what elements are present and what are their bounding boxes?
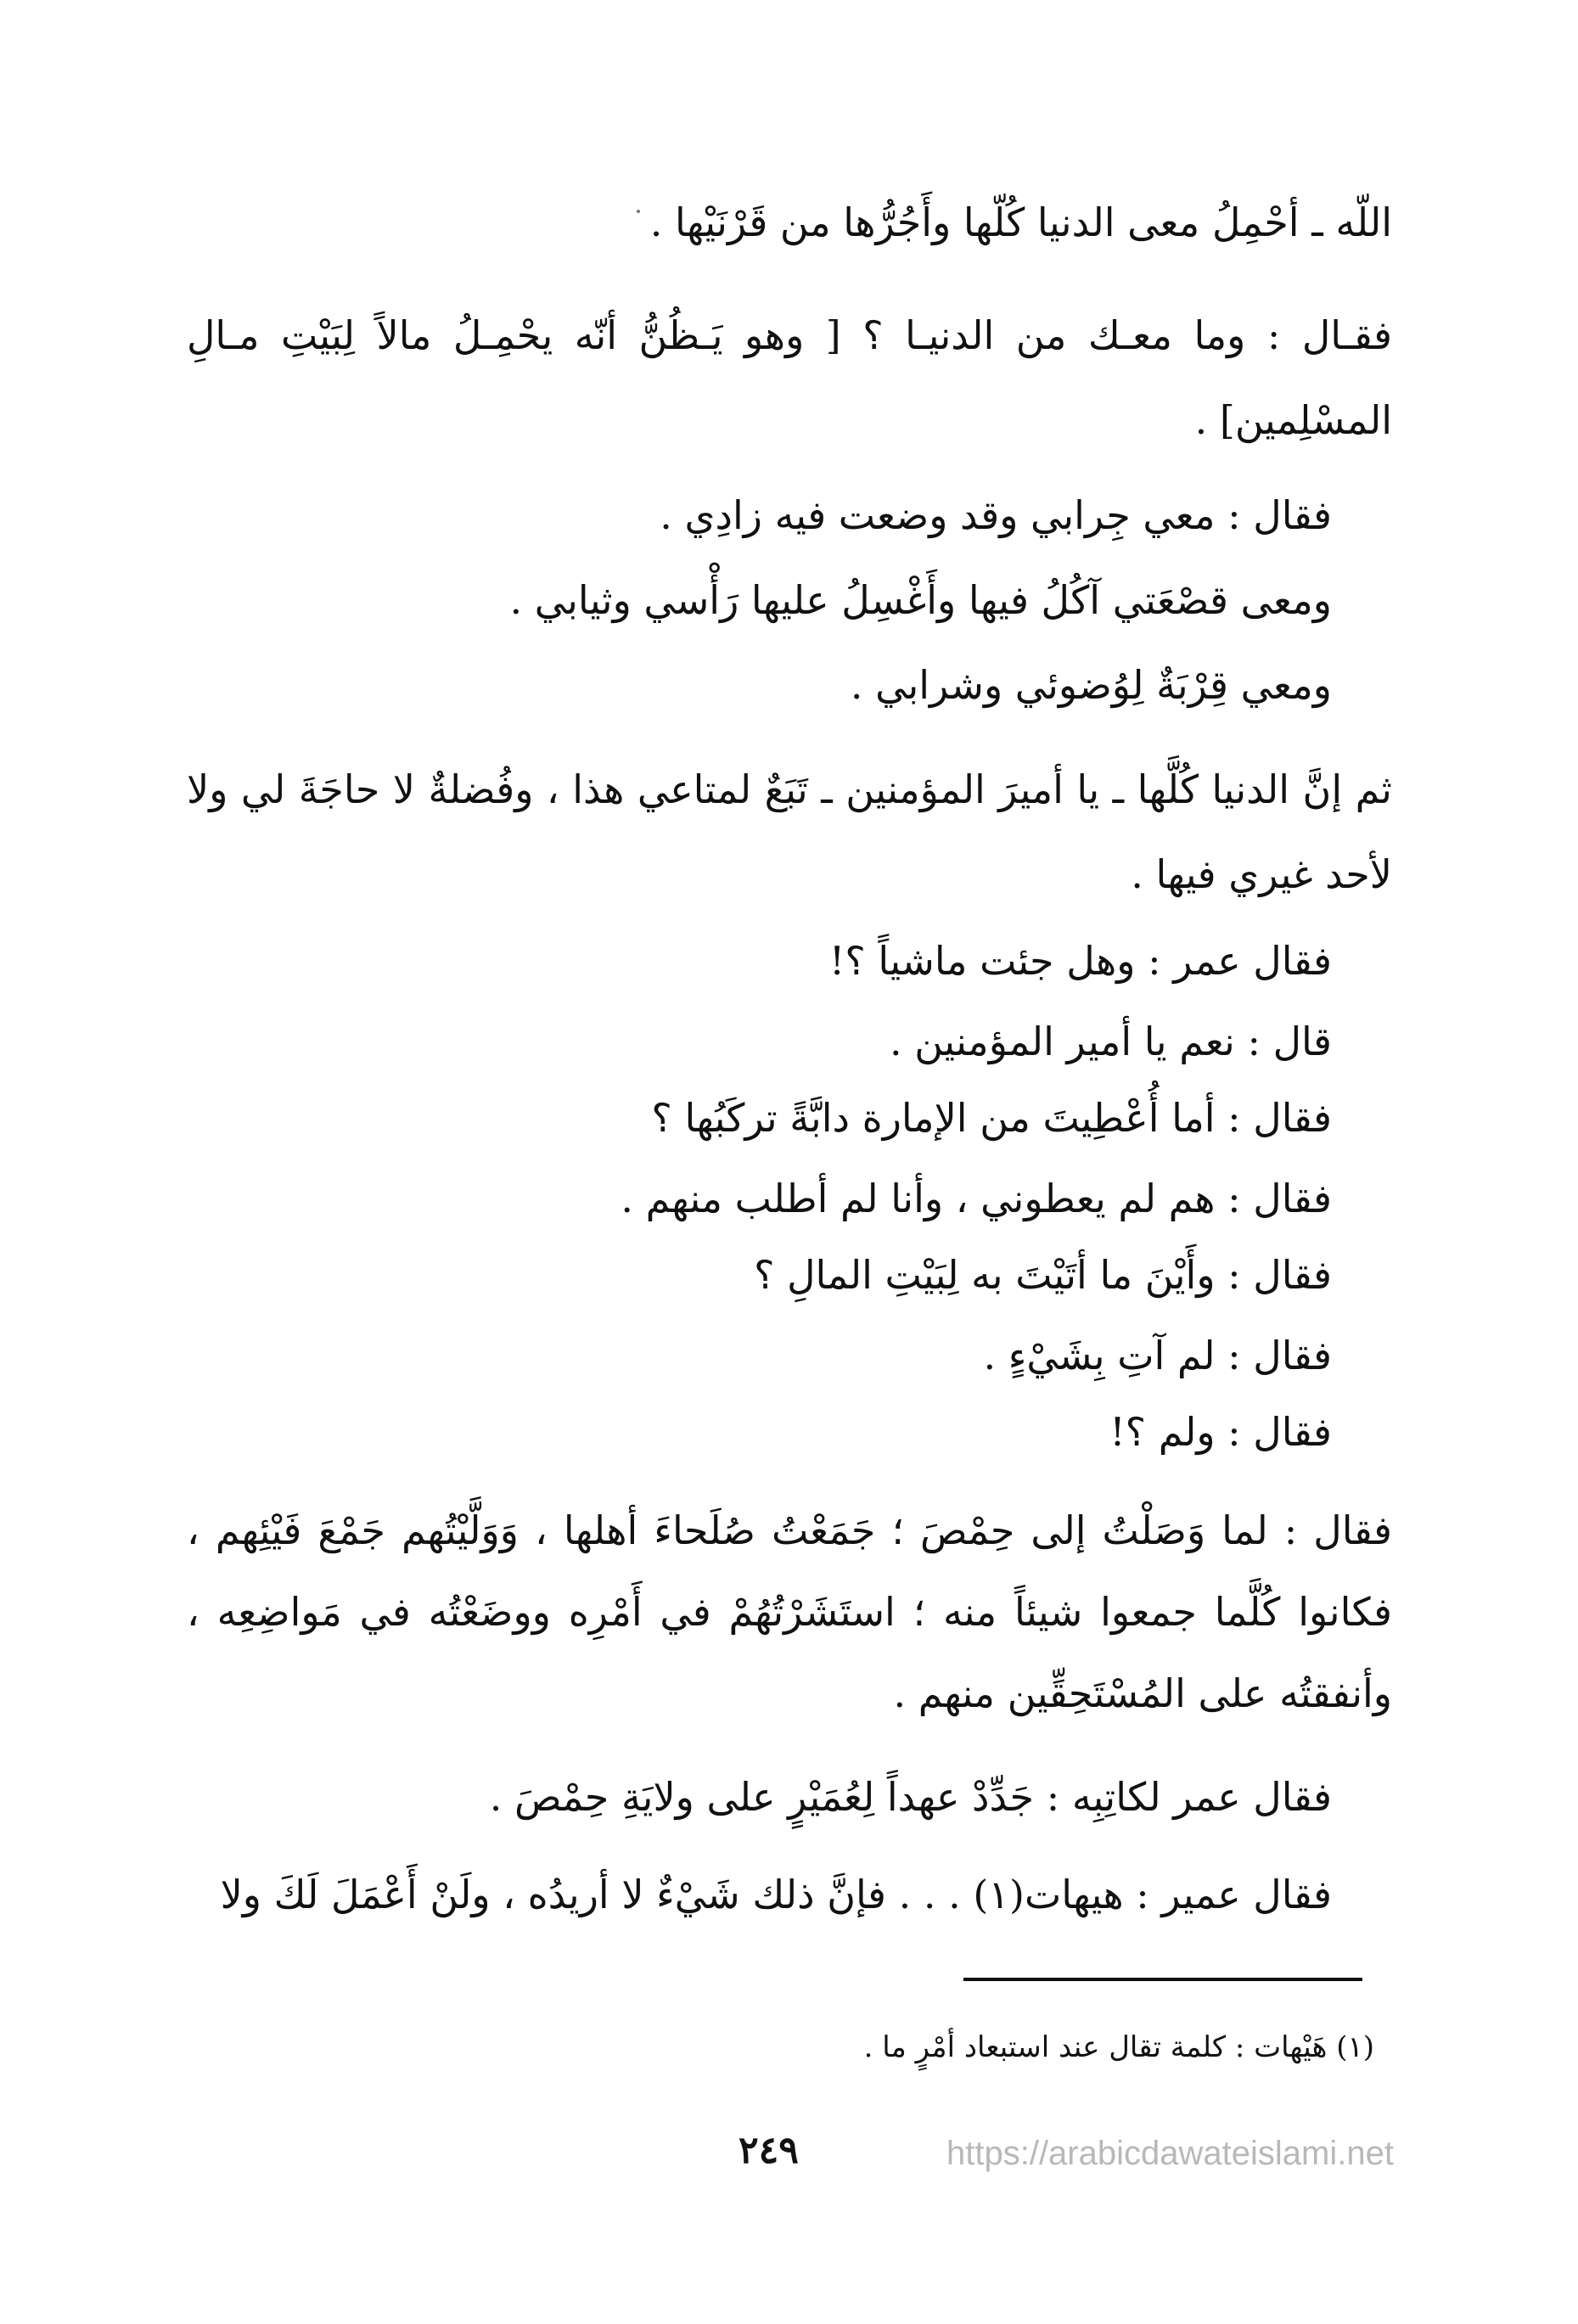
paragraph-2: فقـال : وما معـك من الدنيـا ؟ [ وهو يَـظُنُّ أنّه يحْمِـلُ مالاً لِبَيْتِ مـالِ المسْلِمين] .	[187, 312, 1392, 443]
paragraph-13: فقال : ولم ؟!	[1109, 1409, 1332, 1455]
paragraph-6: ثم إنَّ الدنيا كُلَّها ـ يا أميرَ المؤمنين ـ تَبَعٌ لمتاعي هذا ، وفُضلةٌ لا حاجَةَ لي ولا لأحد غيري فيها .	[187, 766, 1392, 897]
paragraph-3: فقال : معي جِرابي وقد وضعت فيه زادِي .	[660, 492, 1332, 538]
paragraph-4: ومعى قصْعَتي آكُلُ فيها وأَغْسِلُ عليها رَأْسي وثيابي .	[509, 577, 1332, 623]
paragraph-7: فقال عمر : وهل جئت ماشياً ؟!	[828, 938, 1332, 984]
paragraph-11: فقال : وأَيْنَ ما أتَيْتَ به لِبَيْتِ المالِ ؟	[754, 1252, 1332, 1298]
paragraph-14: فقال : لما وَصَلْتُ إلى حِمْصَ ؛ جَمَعْتُ صُلَحاءَ أهلها ، وَوَلَّيْتُهم جَمْعَ فَيْئِهم ، فكانوا كُلَّما جمعوا شيئاً منه ؛ استَشَرْتُهُمْ في أَمْرِه ووضَعْتُه في مَواضِعِه ، وأنفقتُه على المُسْتَحِقِّين منهم .	[187, 1507, 1392, 1716]
watermark-url: https://arabicdawateislami.net	[946, 2135, 1394, 2172]
footnote: (١) هَيْهات : كلمة تقال عند استبعاد أمْرٍ ما .	[863, 2030, 1374, 2064]
paragraph-10: فقال : هم لم يعطوني ، وأنا لم أطلب منهم .	[621, 1176, 1332, 1221]
scan-speck	[637, 210, 640, 213]
paragraph-5: ومعي قِرْبَةٌ لِوُضوئي وشرابي .	[850, 662, 1332, 708]
paragraph-16: فقال عمير : هيهات(١) . . . فإنَّ ذلك شَيْءٌ لا أريدُه ، ولَنْ أَعْمَلَ لَكَ ولا	[220, 1872, 1332, 1917]
paragraph-8: قال : نعم يا أمير المؤمنين .	[890, 1019, 1332, 1064]
paragraph-15: فقال عمر لكاتِبِه : جَدِّدْ عهداً لِعُمَيْرٍ على ولايَةِ حِمْصَ .	[489, 1774, 1332, 1820]
paragraph-9: فقال : أما أُعْطِيتَ من الإمارة دابَّةً تركَبُها ؟	[651, 1095, 1332, 1141]
paragraph-1: اللّه ـ أحْمِلُ معى الدنيا كُلّها وأَجُرُّها من قَرْنَيْها .	[649, 199, 1392, 245]
paragraph-12: فقال : لم آتِ بِشَيْءٍ .	[983, 1333, 1332, 1378]
page-number: ٢٤٩	[738, 2129, 799, 2172]
footnote-divider	[963, 1978, 1362, 1981]
